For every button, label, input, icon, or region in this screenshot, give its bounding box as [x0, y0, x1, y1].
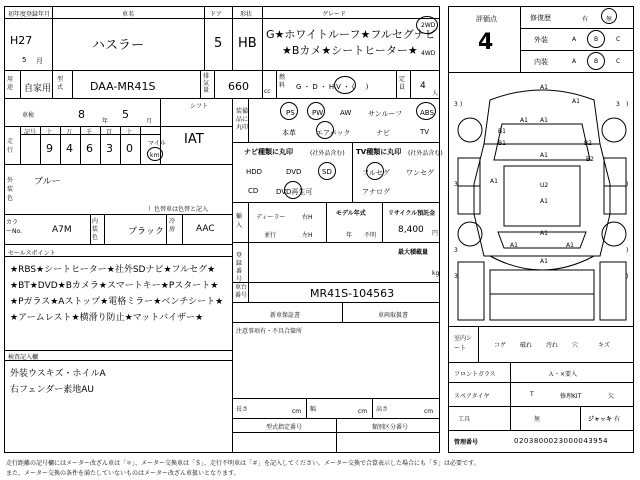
import-dealer: ディーラー — [256, 214, 286, 221]
svg-text:3: 3 — [454, 181, 458, 188]
nav-type-label: ナビ種類に丸印 — [244, 148, 293, 156]
import-parallel: 並行 — [264, 232, 277, 239]
interior-sheet-item: 穴 — [572, 342, 579, 349]
nav-dvd: DVD — [286, 168, 302, 176]
inspection-year: 8 — [78, 108, 85, 121]
equip-pw-circle — [307, 102, 325, 120]
height-label: 高さ — [376, 406, 389, 413]
color-change-note: ）色替車は色替と記入 — [148, 206, 209, 213]
spare-kit: 修理KIT — [560, 393, 582, 400]
interior-sheet-item: コゲ — [494, 342, 507, 349]
width-unit: cm — [358, 408, 368, 415]
repair-no-circle — [601, 8, 617, 24]
nav-type-sub: (社外品含む) — [310, 150, 345, 157]
damage-code-label: B1 — [498, 128, 506, 135]
damage-code-label: A1 — [540, 152, 548, 159]
ac-value: AAC — [196, 224, 215, 234]
exterior-color: ブルー — [34, 177, 61, 187]
inspection-month-unit: 月 — [146, 118, 153, 125]
cc-unit: cc — [264, 88, 271, 95]
damage-code-label: A1 — [510, 242, 518, 249]
equip-leather: 本革 — [282, 129, 296, 137]
inspection-year-unit: 年 — [102, 118, 109, 125]
spare-t: T — [530, 391, 534, 398]
score-value: 4 — [478, 30, 494, 55]
use-label: 用途 — [7, 76, 14, 91]
inspection-month: 5 — [122, 108, 129, 121]
inspection-label: 車検 — [22, 112, 35, 119]
grade-line-2: ★Bカメ★シートヒーター★ — [282, 44, 418, 57]
max-load-unit: kg — [432, 270, 440, 277]
drive-selected-circle — [416, 16, 438, 34]
import-label: 輸入 — [236, 213, 243, 229]
equip-abs: ABS — [420, 109, 434, 117]
capacity-label: 定員 — [399, 76, 406, 91]
displacement-value: 660 — [228, 80, 249, 93]
ext-b: B — [594, 36, 599, 43]
odometer-digit-label: 記号 — [24, 129, 37, 136]
odometer-digit-label: 十 — [46, 129, 53, 136]
interior-sheet-item: 汚れ — [546, 342, 559, 349]
int-c: C — [616, 58, 621, 65]
notes-line-2: 右フェンダー素地AU — [10, 385, 94, 395]
model-year-value: 不明 — [364, 232, 377, 239]
mgmt-number: 0203800023000043954 — [514, 437, 609, 445]
nav-dvd-play: DVD再生可 — [276, 188, 313, 196]
sales-points-label: セールスポイント — [8, 250, 56, 257]
tv-type-label: TV種類に丸印 — [356, 148, 402, 156]
svg-text:): ) — [460, 101, 463, 108]
equip-pw: PW — [312, 109, 324, 117]
interior-grade-label: 内装 — [534, 58, 548, 66]
svg-text:): ) — [626, 181, 629, 188]
repair-history-label: 修復歴 — [530, 14, 551, 22]
car-name: ハスラー — [92, 38, 145, 53]
nav-dvd-play-circle — [284, 181, 302, 199]
tv-type-sub: (社外品含む) — [408, 150, 443, 157]
damage-code-label: A1 — [540, 117, 548, 124]
sales-point-line: ★BT★DVD★Bカメラ★スマートキー★Pスタート★ — [10, 281, 219, 291]
tv-fullseg: フルセグ — [362, 169, 390, 177]
reg-number-label: 登録番号 — [236, 252, 243, 283]
odometer-digit-label: 十 — [126, 129, 133, 136]
sales-point-line: ★RBS★シートヒーター★社外SDナビ★フルセグ★ — [10, 265, 216, 275]
odometer-digit-label: 千 — [86, 129, 93, 136]
damage-code-label: A1 — [520, 117, 528, 124]
damage-code-label: A1 — [566, 242, 574, 249]
mileage-label: 走行 — [7, 138, 14, 154]
odometer-digit-label: 百 — [106, 129, 113, 136]
color-code: A7M — [52, 225, 72, 235]
tv-fullseg-circle — [366, 162, 384, 180]
odometer-digit-label: 万 — [66, 129, 73, 136]
first-reg-label: 初年度登録年月 — [8, 11, 51, 18]
damage-code-label: A1 — [540, 258, 548, 265]
nav-sd: SD — [322, 168, 332, 176]
caution-label: 注意事項有・不具合箇所 — [236, 328, 303, 335]
reg-month: 5 — [22, 56, 27, 64]
model-year-unit: 年 — [346, 232, 353, 239]
tv-oneseg: ワンセグ — [406, 169, 434, 177]
capacity-value: 4 — [420, 81, 426, 91]
reg-month-unit: 月 — [36, 57, 43, 65]
repair-no: 無 — [606, 16, 613, 23]
recycle-label: リサイクル預託金 — [388, 210, 436, 217]
capacity-unit: 人 — [432, 90, 439, 97]
damage-code-label: B2 — [586, 156, 594, 163]
score-label: 評価点 — [476, 15, 497, 23]
equip-tv: TV — [420, 128, 430, 136]
tools-value: 無 — [534, 416, 541, 423]
ext-a: A — [572, 36, 577, 43]
grade-line-1: G★ホワイトルーフ★フルセグナビ — [266, 28, 436, 41]
nav-sd-circle — [318, 162, 336, 180]
footer-note-1: 走行距離の記号欄にはメーター改ざん車は「＊」、メーター交換車は「＄」、走行不明車は「＃」を記入してください。メーター交換で合算表示した場合にも「＄」は必要です。 — [6, 460, 480, 467]
footer-note-2: また、メーター交換の条件を満たしていないものはメーター改ざん車扱いとなります。 — [6, 470, 240, 477]
interior-label: 内装色 — [92, 218, 99, 241]
sales-point-line: ★Pガラス★Aストップ★電格ミラー★ベンチシート★ — [10, 297, 224, 307]
int-b-circle — [587, 52, 605, 70]
reg-year: H27 — [10, 34, 33, 47]
equipment-label: 装備品に丸印 — [236, 108, 249, 131]
ext-b-circle — [587, 30, 605, 48]
damage-code-label: B1 — [498, 140, 506, 147]
mgmt-number-label: 管理番号 — [454, 439, 479, 446]
damage-code-label: A1 — [490, 178, 498, 185]
svg-text:3: 3 — [454, 101, 458, 108]
class-number-label: 類別区分番号 — [372, 424, 409, 431]
equip-navi: ナビ — [376, 129, 390, 137]
odometer-digit: 4 — [66, 142, 73, 155]
height-unit: cm — [424, 408, 434, 415]
shape-label: 形状 — [240, 11, 253, 18]
odometer-digit: 0 — [126, 142, 133, 155]
interior-color: ブラック — [128, 227, 164, 237]
owner-manual: 車両取扱書 — [378, 312, 409, 319]
front-glass-value: Ａ・×要入 — [548, 371, 578, 378]
notes-label: 検査記入欄 — [8, 354, 39, 361]
interior-sheet-item: 破れ — [520, 342, 533, 349]
damage-code-label: A1 — [572, 98, 580, 105]
fuel-hv-circle — [334, 76, 356, 94]
km-unit: km — [150, 152, 160, 159]
model-designation-label: 型式指定番号 — [266, 424, 303, 431]
equip-airbag-circle — [316, 121, 334, 139]
chassis-number: MR41S-104563 — [310, 287, 395, 300]
equip-ps: PS — [286, 109, 295, 117]
ac-label: 冷房 — [169, 218, 176, 233]
int-a: A — [572, 58, 577, 65]
color-code-label: カラーNo. — [6, 219, 22, 235]
fuel-label: 燃料 — [279, 74, 286, 89]
odometer-digit: 9 — [46, 142, 53, 155]
door-count: 5 — [214, 36, 223, 51]
int-b: B — [594, 58, 599, 65]
mile-unit: マイル — [148, 140, 166, 147]
recycle-unit: 円 — [432, 230, 439, 237]
recycle-value: 8,400 — [398, 225, 424, 235]
max-load-label: 最大積載量 — [398, 249, 429, 256]
drive-4wd: 4WD — [421, 50, 436, 57]
interior-sheet-label: 室内シート — [454, 335, 473, 352]
svg-text:): ) — [626, 273, 629, 280]
model-code: DAA-MR41S — [90, 80, 156, 93]
damage-code-label: U2 — [540, 182, 549, 189]
exterior-label: 外装色 — [7, 177, 14, 202]
jack-value: 有 — [614, 416, 621, 423]
body-shape: HB — [238, 36, 257, 51]
equip-airbag: エアバック — [316, 129, 351, 137]
car-name-label: 車名 — [122, 11, 135, 18]
handle-left: 左H — [302, 232, 313, 239]
equip-aw: AW — [340, 109, 352, 117]
front-glass-label: フロントガラス — [454, 371, 496, 378]
new-car-warranty: 新車保証書 — [270, 312, 301, 319]
handle-right: 右H — [302, 214, 313, 221]
length-unit: cm — [292, 408, 302, 415]
model-year-label: モデル年式 — [336, 210, 366, 217]
equip-sunroof: サンルーフ — [368, 110, 403, 118]
shift-value: IAT — [184, 132, 204, 147]
svg-text:): ) — [626, 247, 629, 254]
length-label: 長さ — [236, 406, 249, 413]
grade-label: グレード — [322, 11, 347, 18]
shift-label: シフト — [190, 103, 209, 110]
odometer-digit: 3 — [106, 142, 113, 155]
width-label: 幅 — [310, 406, 317, 413]
spare-none: 欠 — [608, 393, 615, 400]
damage-code-label: B2 — [584, 140, 592, 147]
equip-ps-circle — [280, 102, 298, 120]
use-value: 自家用 — [24, 84, 52, 94]
odometer-digit: 6 — [86, 142, 93, 155]
displacement-label: 排気量 — [203, 73, 210, 94]
interior-sheet-item: キズ — [598, 342, 610, 349]
svg-text:3: 3 — [454, 247, 458, 254]
damage-code-label: A1 — [540, 230, 548, 237]
km-selected-circle — [147, 147, 163, 161]
notes-line-1: 外装ウスキズ・ホイルA — [10, 369, 106, 379]
sales-point-line: ★アームレスト★横滑り防止★マットバイザー★ — [10, 313, 204, 323]
svg-text:3: 3 — [454, 273, 458, 280]
tools-label: 工具 — [458, 416, 471, 423]
damage-code-label: A1 — [540, 84, 548, 91]
equip-abs-circle — [416, 102, 436, 120]
door-label: ドア — [210, 11, 222, 18]
type-label: 型式 — [57, 76, 64, 91]
repair-yes: 有 — [582, 16, 589, 23]
spare-tire-label: スペアタイヤ — [454, 393, 490, 400]
chassis-label: 車台番号 — [235, 284, 248, 299]
exterior-grade-label: 外装 — [534, 36, 548, 44]
nav-cd: CD — [248, 187, 259, 195]
damage-code-label: A1 — [540, 198, 548, 205]
nav-hdd: HDD — [246, 168, 263, 176]
drive-2wd: 2WD — [421, 22, 436, 29]
jack-label: ジャッキ — [588, 416, 612, 423]
svg-text:3: 3 — [616, 101, 620, 108]
fuel-options: G・D・HV・( ) — [296, 83, 371, 91]
tv-analog: アナログ — [362, 188, 390, 196]
ext-c: C — [616, 36, 621, 43]
svg-text:): ) — [626, 101, 629, 108]
